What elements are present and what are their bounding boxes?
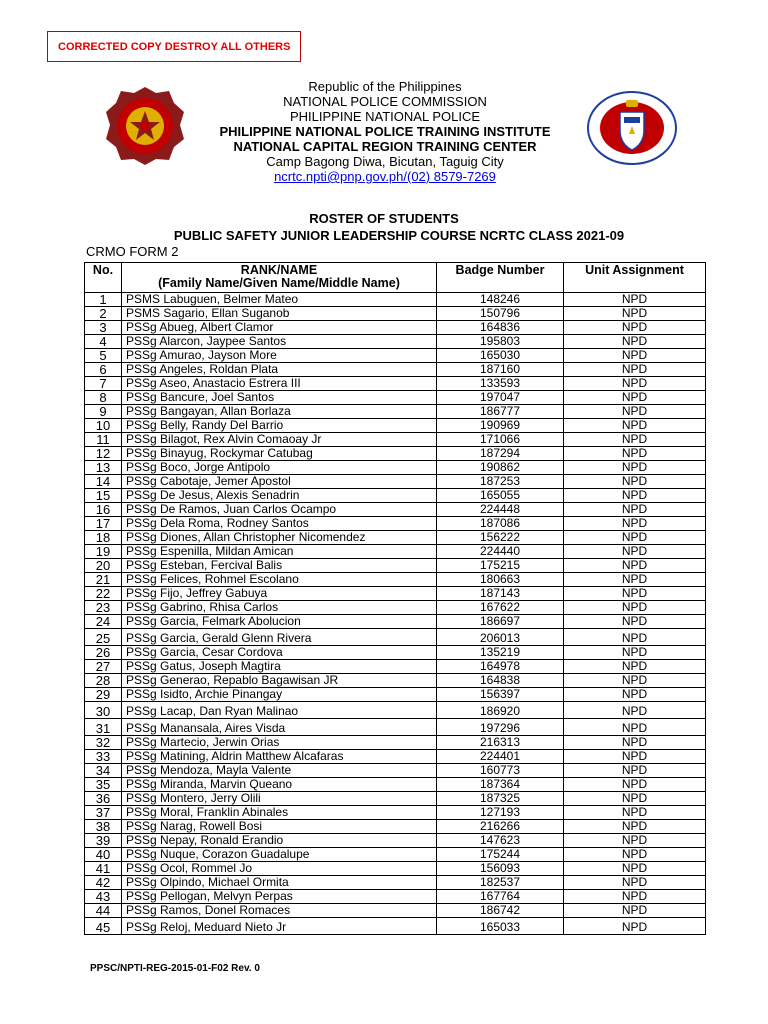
row-badge-number: 150796: [437, 307, 564, 321]
row-badge-number: 148246: [437, 293, 564, 307]
row-unit-assignment: NPD: [564, 447, 706, 461]
row-rank-name: PSSg Dela Roma, Rodney Santos: [122, 517, 437, 531]
row-number: 23: [85, 601, 122, 615]
row-number: 24: [85, 615, 122, 629]
row-rank-name: PSSg Esteban, Fercival Balis: [122, 559, 437, 573]
table-row: [85, 363, 706, 377]
row-badge-number: 216266: [437, 820, 564, 834]
row-unit-assignment: NPD: [564, 293, 706, 307]
row-rank-name: PSSg Generao, Repablo Bagawisan JR: [122, 674, 437, 688]
table-row: [85, 503, 706, 517]
row-number: 42: [85, 876, 122, 890]
row-unit-assignment: NPD: [564, 601, 706, 615]
row-badge-number: 156397: [437, 688, 564, 702]
row-number: 30: [85, 702, 122, 719]
table-row: [85, 587, 706, 601]
table-row: [85, 461, 706, 475]
row-unit-assignment: NPD: [564, 918, 706, 935]
table-row: [85, 531, 706, 545]
row-badge-number: 167622: [437, 601, 564, 615]
row-rank-name: PSSg Narag, Rowell Bosi: [122, 820, 437, 834]
row-rank-name: PSSg Aseo, Anastacio Estrera III: [122, 377, 437, 391]
row-unit-assignment: NPD: [564, 335, 706, 349]
row-rank-name: PSSg Martecio, Jerwin Orias: [122, 736, 437, 750]
pnp-training-seal-left-icon: [104, 85, 186, 167]
row-unit-assignment: NPD: [564, 377, 706, 391]
row-rank-name: PSSg Cabotaje, Jemer Apostol: [122, 475, 437, 489]
row-number: 44: [85, 904, 122, 918]
table-row: [85, 419, 706, 433]
row-number: 2: [85, 307, 122, 321]
row-badge-number: 187160: [437, 363, 564, 377]
row-badge-number: 190862: [437, 461, 564, 475]
header-unit: Unit Assignment: [564, 263, 706, 293]
row-number: 38: [85, 820, 122, 834]
row-unit-assignment: NPD: [564, 433, 706, 447]
table-row: [85, 918, 706, 935]
row-number: 43: [85, 890, 122, 904]
row-unit-assignment: NPD: [564, 573, 706, 587]
header-line-napolcom: NATIONAL POLICE COMMISSION: [283, 94, 487, 109]
form-label: CRMO FORM 2: [86, 244, 179, 259]
row-unit-assignment: NPD: [564, 503, 706, 517]
row-badge-number: 206013: [437, 629, 564, 646]
row-rank-name: PSSg Nuque, Corazon Guadalupe: [122, 848, 437, 862]
row-number: 35: [85, 778, 122, 792]
table-row: [85, 736, 706, 750]
row-unit-assignment: NPD: [564, 764, 706, 778]
row-rank-name: PSSg Manansala, Aires Visda: [122, 719, 437, 736]
table-row: [85, 792, 706, 806]
row-unit-assignment: NPD: [564, 719, 706, 736]
row-number: 6: [85, 363, 122, 377]
table-row: [85, 447, 706, 461]
row-number: 34: [85, 764, 122, 778]
row-rank-name: PSSg Fijo, Jeffrey Gabuya: [122, 587, 437, 601]
row-unit-assignment: NPD: [564, 820, 706, 834]
row-number: 19: [85, 545, 122, 559]
header-line-address: Camp Bagong Diwa, Bicutan, Taguig City: [266, 154, 504, 169]
row-unit-assignment: NPD: [564, 660, 706, 674]
table-row: [85, 293, 706, 307]
table-row: [85, 820, 706, 834]
row-unit-assignment: NPD: [564, 629, 706, 646]
row-number: 13: [85, 461, 122, 475]
table-row: [85, 433, 706, 447]
pnp-training-seal-right-icon: [586, 90, 678, 166]
row-unit-assignment: NPD: [564, 615, 706, 629]
roster-table: [84, 262, 706, 935]
table-row: [85, 904, 706, 918]
row-badge-number: 156222: [437, 531, 564, 545]
row-badge-number: 187253: [437, 475, 564, 489]
row-rank-name: PSSg Isidto, Archie Pinangay: [122, 688, 437, 702]
corrected-copy-stamp: CORRECTED COPY DESTROY ALL OTHERS: [47, 31, 301, 62]
form-code-footer: PPSC/NPTI-REG-2015-01-F02 Rev. 0: [90, 963, 260, 974]
header-line-pnp: PHILIPPINE NATIONAL POLICE: [290, 109, 480, 124]
row-number: 16: [85, 503, 122, 517]
table-row: [85, 629, 706, 646]
row-unit-assignment: NPD: [564, 904, 706, 918]
row-rank-name: PSSg Garcia, Felmark Abolucion: [122, 615, 437, 629]
row-unit-assignment: NPD: [564, 862, 706, 876]
row-unit-assignment: NPD: [564, 792, 706, 806]
row-number: 40: [85, 848, 122, 862]
row-badge-number: 195803: [437, 335, 564, 349]
row-unit-assignment: NPD: [564, 834, 706, 848]
row-unit-assignment: NPD: [564, 489, 706, 503]
row-badge-number: 190969: [437, 419, 564, 433]
table-row: [85, 349, 706, 363]
row-unit-assignment: NPD: [564, 890, 706, 904]
row-rank-name: PSSg Felices, Rohmel Escolano: [122, 573, 437, 587]
table-row: [85, 876, 706, 890]
row-unit-assignment: NPD: [564, 321, 706, 335]
table-row: [85, 405, 706, 419]
row-number: 22: [85, 587, 122, 601]
row-number: 3: [85, 321, 122, 335]
row-number: 15: [85, 489, 122, 503]
row-badge-number: 224440: [437, 545, 564, 559]
table-row: [85, 615, 706, 629]
table-header-row: [85, 263, 706, 293]
row-unit-assignment: NPD: [564, 363, 706, 377]
row-badge-number: 197296: [437, 719, 564, 736]
row-unit-assignment: NPD: [564, 517, 706, 531]
row-badge-number: 175244: [437, 848, 564, 862]
row-rank-name: PSSg Bancure, Joel Santos: [122, 391, 437, 405]
row-rank-name: PSSg Miranda, Marvin Queano: [122, 778, 437, 792]
row-unit-assignment: NPD: [564, 419, 706, 433]
row-unit-assignment: NPD: [564, 688, 706, 702]
row-unit-assignment: NPD: [564, 806, 706, 820]
row-number: 41: [85, 862, 122, 876]
row-unit-assignment: NPD: [564, 736, 706, 750]
row-number: 4: [85, 335, 122, 349]
row-rank-name: PSSg Garcia, Gerald Glenn Rivera: [122, 629, 437, 646]
row-badge-number: 216313: [437, 736, 564, 750]
table-row: [85, 391, 706, 405]
table-row: [85, 764, 706, 778]
row-unit-assignment: NPD: [564, 876, 706, 890]
table-row: [85, 559, 706, 573]
table-row: [85, 890, 706, 904]
row-unit-assignment: NPD: [564, 545, 706, 559]
row-number: 29: [85, 688, 122, 702]
header-rank-name: [122, 263, 437, 293]
letterhead: [190, 79, 580, 184]
row-number: 12: [85, 447, 122, 461]
table-row: [85, 848, 706, 862]
header-rank-name-line1: RANK/NAME: [240, 263, 318, 277]
row-rank-name: PSSg Gatus, Joseph Magtira: [122, 660, 437, 674]
row-number: 8: [85, 391, 122, 405]
row-rank-name: PSSg Montero, Jerry Olili: [122, 792, 437, 806]
table-row: [85, 750, 706, 764]
row-number: 33: [85, 750, 122, 764]
table-row: [85, 674, 706, 688]
row-rank-name: PSSg Ramos, Donel Romaces: [122, 904, 437, 918]
row-number: 27: [85, 660, 122, 674]
table-row: [85, 806, 706, 820]
row-badge-number: 167764: [437, 890, 564, 904]
row-unit-assignment: NPD: [564, 750, 706, 764]
row-rank-name: PSSg Nepay, Ronald Erandio: [122, 834, 437, 848]
row-rank-name: PSSg De Ramos, Juan Carlos Ocampo: [122, 503, 437, 517]
row-unit-assignment: NPD: [564, 391, 706, 405]
row-number: 45: [85, 918, 122, 935]
table-row: [85, 862, 706, 876]
document-titles: [0, 210, 768, 244]
row-number: 1: [85, 293, 122, 307]
row-number: 17: [85, 517, 122, 531]
table-row: [85, 335, 706, 349]
table-row: [85, 834, 706, 848]
row-badge-number: 133593: [437, 377, 564, 391]
row-rank-name: PSSg Diones, Allan Christopher Nicomendez: [122, 531, 437, 545]
row-rank-name: PSSg Espenilla, Mildan Amican: [122, 545, 437, 559]
table-row: [85, 601, 706, 615]
row-number: 7: [85, 377, 122, 391]
row-rank-name: PSSg Angeles, Roldan Plata: [122, 363, 437, 377]
row-badge-number: 156093: [437, 862, 564, 876]
row-unit-assignment: NPD: [564, 475, 706, 489]
row-number: 39: [85, 834, 122, 848]
row-badge-number: 160773: [437, 764, 564, 778]
row-number: 20: [85, 559, 122, 573]
row-badge-number: 127193: [437, 806, 564, 820]
row-badge-number: 135219: [437, 646, 564, 660]
contact-link[interactable]: ncrtc.npti@pnp.gov.ph/(02) 8579-7269: [274, 169, 496, 184]
row-number: 37: [85, 806, 122, 820]
row-badge-number: 175215: [437, 559, 564, 573]
row-unit-assignment: NPD: [564, 848, 706, 862]
table-row: [85, 660, 706, 674]
row-badge-number: 186697: [437, 615, 564, 629]
row-number: 28: [85, 674, 122, 688]
row-number: 9: [85, 405, 122, 419]
row-badge-number: 186742: [437, 904, 564, 918]
row-rank-name: PSSg Pellogan, Melvyn Perpas: [122, 890, 437, 904]
row-badge-number: 186777: [437, 405, 564, 419]
table-row: [85, 702, 706, 719]
table-row: [85, 573, 706, 587]
header-badge: Badge Number: [437, 263, 564, 293]
row-rank-name: PSSg Boco, Jorge Antipolo: [122, 461, 437, 475]
row-rank-name: PSSg Reloj, Meduard Nieto Jr: [122, 918, 437, 935]
row-badge-number: 164838: [437, 674, 564, 688]
row-unit-assignment: NPD: [564, 307, 706, 321]
row-rank-name: PSSg Bangayan, Allan Borlaza: [122, 405, 437, 419]
roster-body: [85, 293, 706, 935]
header-no: No.: [85, 263, 122, 293]
row-badge-number: 187294: [437, 447, 564, 461]
row-rank-name: PSSg Alarcon, Jaypee Santos: [122, 335, 437, 349]
row-badge-number: 164978: [437, 660, 564, 674]
row-rank-name: PSSg Garcia, Cesar Cordova: [122, 646, 437, 660]
row-badge-number: 171066: [437, 433, 564, 447]
row-badge-number: 147623: [437, 834, 564, 848]
row-rank-name: PSSg Lacap, Dan Ryan Malinao: [122, 702, 437, 719]
row-number: 21: [85, 573, 122, 587]
row-badge-number: 187325: [437, 792, 564, 806]
row-rank-name: PSSg De Jesus, Alexis Senadrin: [122, 489, 437, 503]
row-number: 31: [85, 719, 122, 736]
table-row: [85, 646, 706, 660]
row-badge-number: 180663: [437, 573, 564, 587]
row-badge-number: 187364: [437, 778, 564, 792]
row-rank-name: PSSg Abueg, Albert Clamor: [122, 321, 437, 335]
row-badge-number: 182537: [437, 876, 564, 890]
row-rank-name: PSSg Olpindo, Michael Ormita: [122, 876, 437, 890]
row-badge-number: 186920: [437, 702, 564, 719]
row-badge-number: 197047: [437, 391, 564, 405]
row-unit-assignment: NPD: [564, 531, 706, 545]
row-number: 32: [85, 736, 122, 750]
row-rank-name: PSSg Matining, Aldrin Matthew Alcafaras: [122, 750, 437, 764]
row-number: 14: [85, 475, 122, 489]
row-number: 10: [85, 419, 122, 433]
row-rank-name: PSSg Binayug, Rockymar Catubag: [122, 447, 437, 461]
row-badge-number: 187143: [437, 587, 564, 601]
row-rank-name: PSSg Gabrino, Rhisa Carlos: [122, 601, 437, 615]
row-rank-name: PSMS Sagario, Ellan Suganob: [122, 307, 437, 321]
row-rank-name: PSSg Moral, Franklin Abinales: [122, 806, 437, 820]
row-rank-name: PSSg Mendoza, Mayla Valente: [122, 764, 437, 778]
row-number: 18: [85, 531, 122, 545]
row-unit-assignment: NPD: [564, 587, 706, 601]
row-rank-name: PSSg Amurao, Jayson More: [122, 349, 437, 363]
row-badge-number: 187086: [437, 517, 564, 531]
row-badge-number: 165033: [437, 918, 564, 935]
header-rank-name-line2: (Family Name/Given Name/Middle Name): [158, 276, 400, 290]
header-line-training-center: NATIONAL CAPITAL REGION TRAINING CENTER: [233, 139, 537, 154]
title-roster: ROSTER OF STUDENTS: [309, 211, 459, 226]
row-badge-number: 165055: [437, 489, 564, 503]
row-badge-number: 165030: [437, 349, 564, 363]
row-unit-assignment: NPD: [564, 461, 706, 475]
row-unit-assignment: NPD: [564, 405, 706, 419]
table-row: [85, 321, 706, 335]
header-line-republic: Republic of the Philippines: [308, 79, 462, 94]
row-unit-assignment: NPD: [564, 646, 706, 660]
row-unit-assignment: NPD: [564, 702, 706, 719]
row-unit-assignment: NPD: [564, 674, 706, 688]
row-rank-name: PSSg Bilagot, Rex Alvin Comaoay Jr: [122, 433, 437, 447]
table-row: [85, 307, 706, 321]
title-course: PUBLIC SAFETY JUNIOR LEADERSHIP COURSE NCRTC CLASS 2021-09: [173, 228, 625, 243]
row-number: 36: [85, 792, 122, 806]
table-row: [85, 377, 706, 391]
row-badge-number: 224448: [437, 503, 564, 517]
table-row: [85, 778, 706, 792]
row-number: 5: [85, 349, 122, 363]
row-number: 11: [85, 433, 122, 447]
row-number: 25: [85, 629, 122, 646]
row-rank-name: PSMS Labuguen, Belmer Mateo: [122, 293, 437, 307]
row-number: 26: [85, 646, 122, 660]
table-row: [85, 719, 706, 736]
row-rank-name: PSSg Belly, Randy Del Barrio: [122, 419, 437, 433]
row-badge-number: 164836: [437, 321, 564, 335]
row-badge-number: 224401: [437, 750, 564, 764]
row-unit-assignment: NPD: [564, 778, 706, 792]
row-rank-name: PSSg Ocol, Rommel Jo: [122, 862, 437, 876]
table-row: [85, 517, 706, 531]
row-unit-assignment: NPD: [564, 349, 706, 363]
table-row: [85, 545, 706, 559]
header-line-institute: PHILIPPINE NATIONAL POLICE TRAINING INSTITUTE: [219, 124, 551, 139]
table-row: [85, 489, 706, 503]
table-row: [85, 475, 706, 489]
row-unit-assignment: NPD: [564, 559, 706, 573]
table-row: [85, 688, 706, 702]
